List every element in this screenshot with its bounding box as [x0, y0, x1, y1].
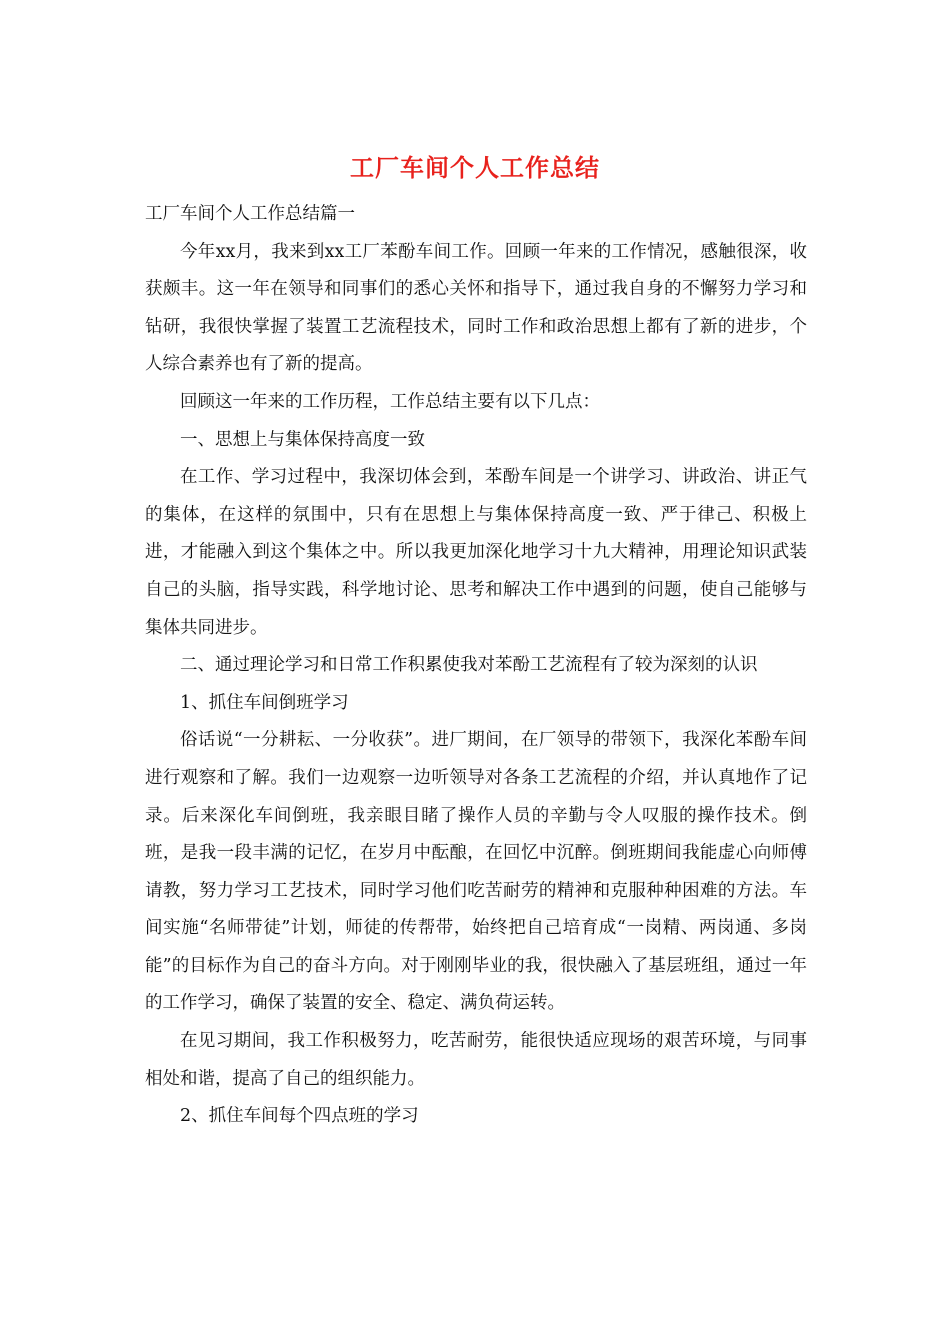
- paragraph: 在工作、学习过程中，我深切体会到，苯酚车间是一个讲学习、讲政治、讲正气的集体，在这样的氛围中，只有在思想上与集体保持高度一致、严于律己、积极上进，才能融入到这个集体之中。所以我更加深化地学习十九大精神，用理论知识武装自己的头脑，指导实践，科学地讨论、思考和解决工作中遇到的问题，使自己能够与集体共同进步。: [145, 467, 807, 638]
- document-title: 工厂车间个人工作总结: [350, 153, 600, 182]
- paragraph: 俗话说“一分耕耘、一分收获”。进厂期间，在厂领导的带领下，我深化苯酚车间进行观察和了解。我们一边观察一边听领导对各条工艺流程的介绍，并认真地作了记录。后来深化车间倒班，我亲眼目睹了操作人员的辛勤与令人叹服的操作技术。倒班，是我一段丰满的记忆，在岁月中酝酿，在回忆中沉醉。倒班期间我能虚心向师傅请教，努力学习工艺技术，同时学习他们吃苦耐劳的精神和克服种种困难的方法。车间实施“名师带徒”计划，师徒的传帮带，始终把自己培育成“一岗精、两岗通、多岗能”的目标作为自己的奋斗方向。对于刚刚毕业的我，很快融入了基层班组，通过一年的工作学习，确保了装置的安全、稳定、满负荷运转。: [145, 730, 807, 1014]
- subheading: 2、抓住车间每个四点班的学习: [180, 1106, 419, 1127]
- section-heading: 工厂车间个人工作总结篇一: [145, 204, 355, 224]
- paragraph: 今年xx月，我来到xx工厂苯酚车间工作。回顾一年来的工作情况，感触很深，收获颇丰。这一年在领导和同事们的悉心关怀和指导下，通过我自身的不懈努力学习和钻研，我很快掌握了装置工艺流程技术，同时工作和政治思想上都有了新的进步，个人综合素养也有了新的提高。: [145, 241, 807, 375]
- document-body: [145, 196, 807, 1136]
- paragraph: 在见习期间，我工作积极努力，吃苦耐劳，能很快适应现场的艰苦环境，与同事相处和谐，提高了自己的组织能力。: [145, 1031, 807, 1089]
- subheading: 1、抓住车间倒班学习: [180, 692, 349, 713]
- subheading: 一、思想上与集体保持高度一致: [180, 429, 425, 450]
- paragraph: 回顾这一年来的工作历程，工作总结主要有以下几点：: [180, 391, 600, 412]
- subheading: 二、通过理论学习和日常工作积累使我对苯酚工艺流程有了较为深刻的认识: [180, 655, 758, 676]
